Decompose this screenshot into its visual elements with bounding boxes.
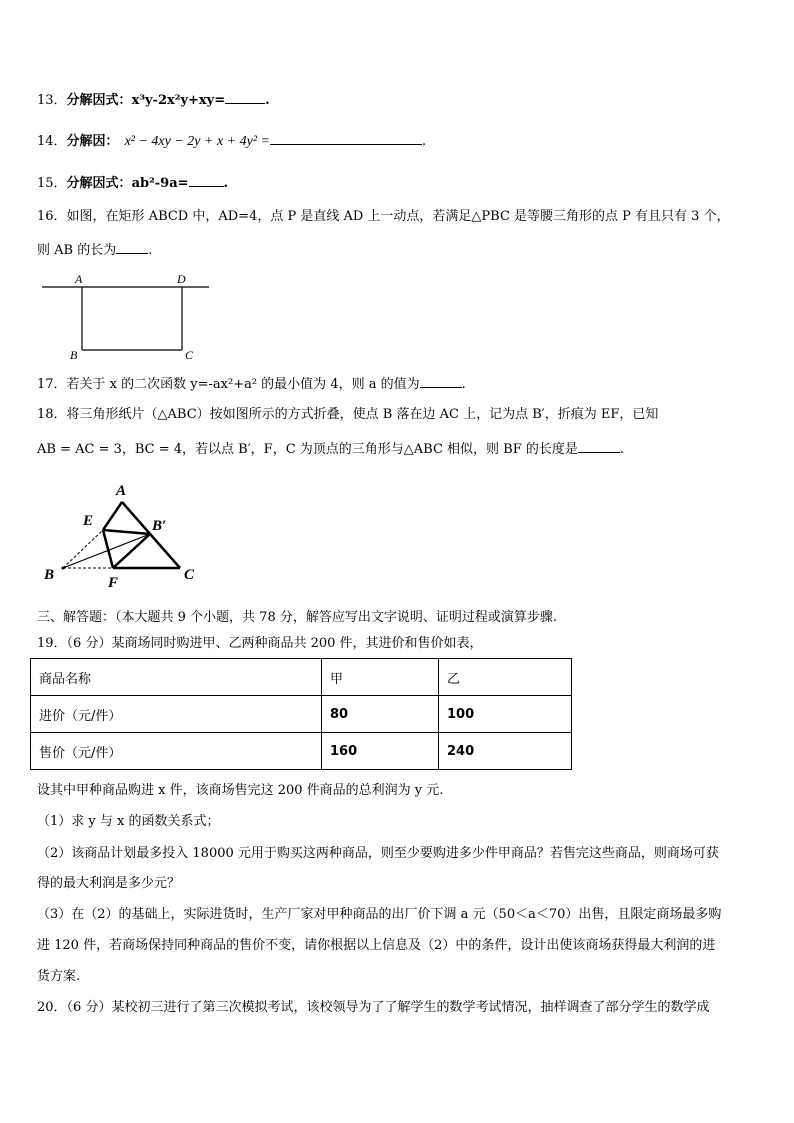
q15-expression: ab²-9a= bbox=[131, 176, 189, 191]
section-3-heading: 三、解答题：（本大题共 9 个小题，共 78 分，解答应写出文字说明、证明过程或演算步骤. bbox=[37, 610, 557, 625]
question-19-part-2-line-1: （2）该商品计划最多投入 18000 元用于购买这两种商品，则至少要购进多少件甲商品？若售完这些商品，则商场可获 bbox=[37, 846, 719, 861]
q14-number: 14． bbox=[37, 134, 67, 149]
q13-number: 13． bbox=[37, 93, 67, 108]
q18-end: . bbox=[619, 442, 625, 457]
question-19-part-3-line-1: （3）在（2）的基础上，实际进货时，生产厂家对甲种商品的出厂价下调 a 元（50＜a＜70）出售，且限定商场最多购 bbox=[37, 907, 722, 922]
q16-prompt: 则 AB 的长为 bbox=[37, 243, 117, 258]
label-b: B bbox=[44, 567, 55, 583]
table-cell: 160 bbox=[322, 733, 439, 770]
label-e: E bbox=[83, 513, 94, 529]
question-20: 20．（6 分）某校初三进行了第三次模拟考试，该校领导为了了解学生的数学考试情况，抽样调查了部分学生的数学成 bbox=[37, 1000, 710, 1015]
table-header-cell: 甲 bbox=[322, 659, 439, 696]
question-18-line-1: 18．将三角形纸片（△ABC）按如图所示的方式折叠，使点 B 落在边 AC 上，记为点 B′，折痕为 EF，已知 bbox=[37, 407, 659, 422]
q13-expression: x³y-2x²y+xy= bbox=[131, 93, 226, 108]
q13-label: 分解因式： bbox=[66, 93, 132, 108]
dash-be bbox=[63, 530, 103, 568]
table-row bbox=[31, 696, 572, 733]
price-table bbox=[30, 658, 572, 770]
table-header-cell: 商品名称 bbox=[31, 659, 322, 696]
edge-eb-prime bbox=[103, 530, 150, 534]
table-row bbox=[31, 733, 572, 770]
table-cell: 售价（元/件） bbox=[31, 733, 322, 770]
q15-label: 分解因式： bbox=[66, 176, 132, 191]
table-header-row bbox=[31, 659, 572, 696]
side-ac bbox=[122, 502, 180, 568]
q17-end: . bbox=[461, 377, 466, 392]
question-19-part-3-line-3: 货方案. bbox=[37, 969, 81, 984]
label-a: A bbox=[75, 272, 83, 286]
table-cell: 80 bbox=[322, 696, 439, 733]
q16-end: . bbox=[148, 243, 153, 258]
question-19-part-2-line-2: 得的最大利润是多少元？ bbox=[37, 876, 181, 891]
q18-prompt: AB = AC = 3，BC = 4，若以点 B′，F，C 为顶点的三角形与△ABC 相似，则 BF 的长度是 bbox=[37, 442, 578, 457]
q13-end: . bbox=[265, 93, 270, 108]
question-19-intro: 19．（6 分）某商场同时购进甲、乙两种商品共 200 件，其进价和售价如表， bbox=[37, 636, 483, 651]
label-d: D bbox=[177, 272, 186, 286]
question-16-line-1: 16．如图，在矩形 ABCD 中，AD=4，点 P 是直线 AD 上一动点，若满足△PBC 是等腰三角形的点 P 有且只有 3 个， bbox=[37, 209, 730, 224]
label-f: F bbox=[108, 575, 119, 591]
q15-end: . bbox=[223, 176, 229, 191]
question-19-setup: 设其中甲种商品购进 x 件，该商场售完这 200 件商品的总利润为 y 元. bbox=[37, 783, 444, 798]
table-cell: 进价（元/件） bbox=[31, 696, 322, 733]
label-b: B bbox=[70, 348, 78, 362]
q14-end: . bbox=[421, 134, 427, 149]
table-header-cell: 乙 bbox=[439, 659, 572, 696]
q14-label: 分解因： bbox=[66, 134, 119, 149]
label-c: C bbox=[185, 348, 194, 362]
side-ab bbox=[103, 502, 122, 530]
table-cell: 100 bbox=[439, 696, 572, 733]
q14-expression: x² − 4xy − 2y + x + 4y² = bbox=[124, 134, 270, 149]
question-19-part-3-line-2: 进 120 件，若商场保持同种商品的售价不变，请你根据以上信息及（2）中的条件，设计出使该商场获得最大利润的进 bbox=[37, 938, 716, 953]
q17-text: 17．若关于 x 的二次函数 y=-ax²+a² 的最小值为 4，则 a 的值为 bbox=[37, 377, 420, 392]
point-b bbox=[62, 567, 65, 570]
label-a: A bbox=[116, 483, 127, 499]
q15-number: 15． bbox=[37, 176, 67, 191]
question-19-part-1: （1）求 y 与 x 的函数关系式； bbox=[37, 814, 220, 829]
table-cell: 240 bbox=[439, 733, 572, 770]
label-c: C bbox=[184, 567, 195, 583]
label-b-prime: B′ bbox=[152, 518, 167, 534]
edge-fb-prime bbox=[113, 534, 150, 568]
